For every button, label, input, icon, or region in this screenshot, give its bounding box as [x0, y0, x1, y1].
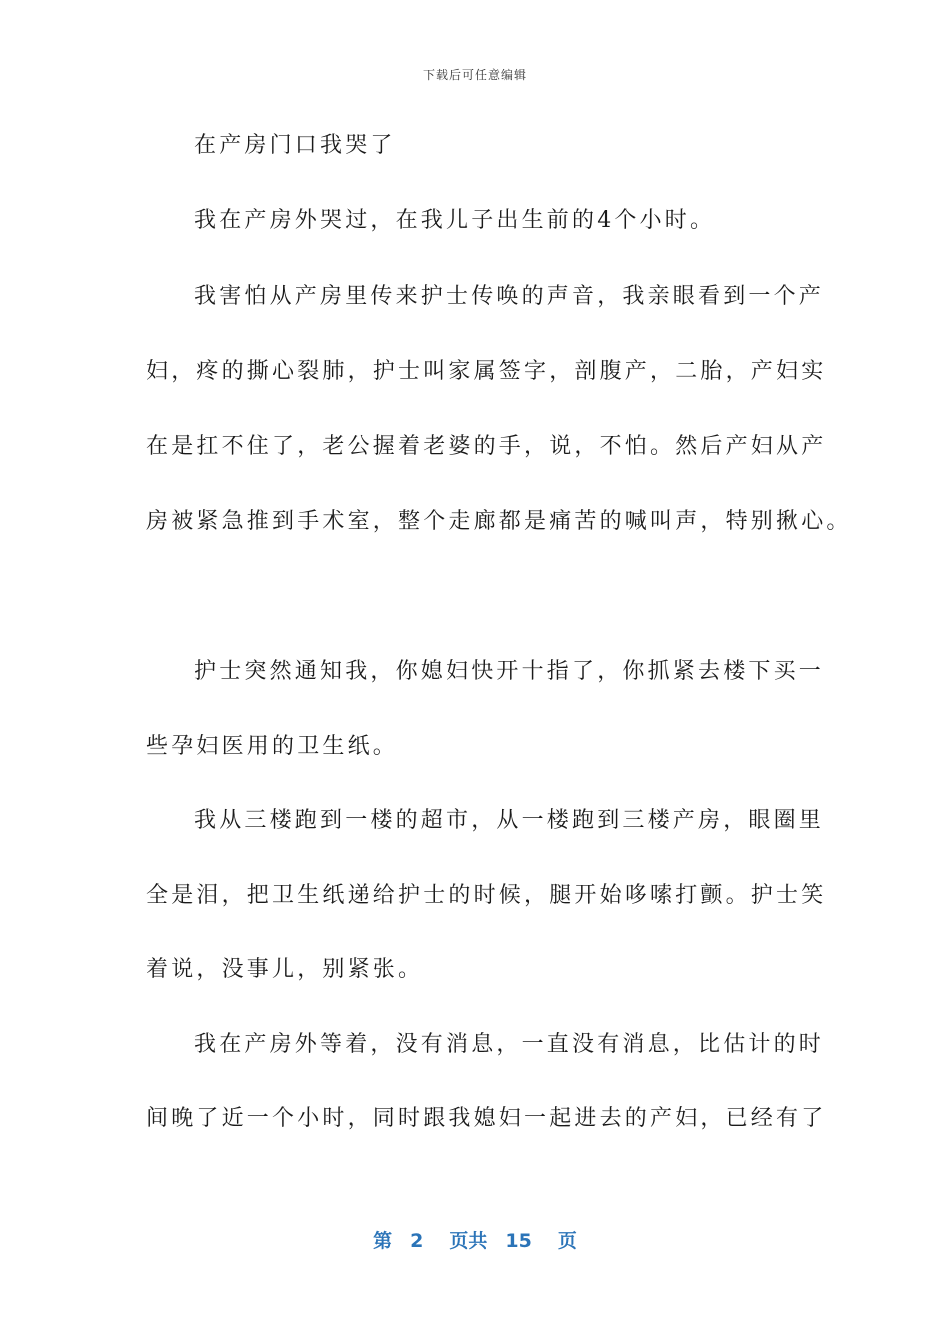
page-label-suffix: 页	[557, 1230, 577, 1252]
paragraph-line: 着说，没事儿，别紧张。	[146, 957, 424, 982]
paragraph-line: 房被紧急推到手术室，整个走廊都是痛苦的喊叫声，特别揪心。	[146, 509, 852, 534]
paragraph-line: 妇，疼的撕心裂肺，护士叫家属签字，剖腹产，二胎，产妇实	[146, 359, 827, 384]
paragraph-line: 在是扛不住了，老公握着老婆的手，说，不怕。然后产妇从产	[146, 434, 827, 459]
paragraph-line: 我在产房外哭过，在我儿子出生前的4个小时。	[194, 208, 716, 233]
paragraph-line: 全是泪，把卫生纸递给护士的时候，腿开始哆嗦打颤。护士笑	[146, 883, 827, 908]
page-label-mid: 页共	[449, 1230, 488, 1252]
current-page-number: 2	[410, 1230, 424, 1252]
paragraph-line: 护士突然通知我，你媳妇快开十指了，你抓紧去楼下买一	[194, 659, 825, 684]
paragraph-line: 我害怕从产房里传来护士传唤的声音，我亲眼看到一个产	[194, 284, 825, 309]
page-footer	[0, 1226, 950, 1253]
paragraph-line: 些孕妇医用的卫生纸。	[146, 734, 399, 759]
header-note: 下载后可任意编辑	[422, 68, 527, 82]
document-title: 在产房门口我哭了	[194, 133, 396, 158]
paragraph-line: 间晚了近一个小时，同时跟我媳妇一起进去的产妇，已经有了	[146, 1106, 827, 1131]
paragraph-line: 我从三楼跑到一楼的超市，从一楼跑到三楼产房，眼圈里	[194, 808, 825, 833]
total-pages-number: 15	[505, 1230, 532, 1252]
page-label-prefix: 第	[373, 1230, 393, 1252]
paragraph-line: 我在产房外等着，没有消息，一直没有消息，比估计的时	[194, 1032, 825, 1057]
